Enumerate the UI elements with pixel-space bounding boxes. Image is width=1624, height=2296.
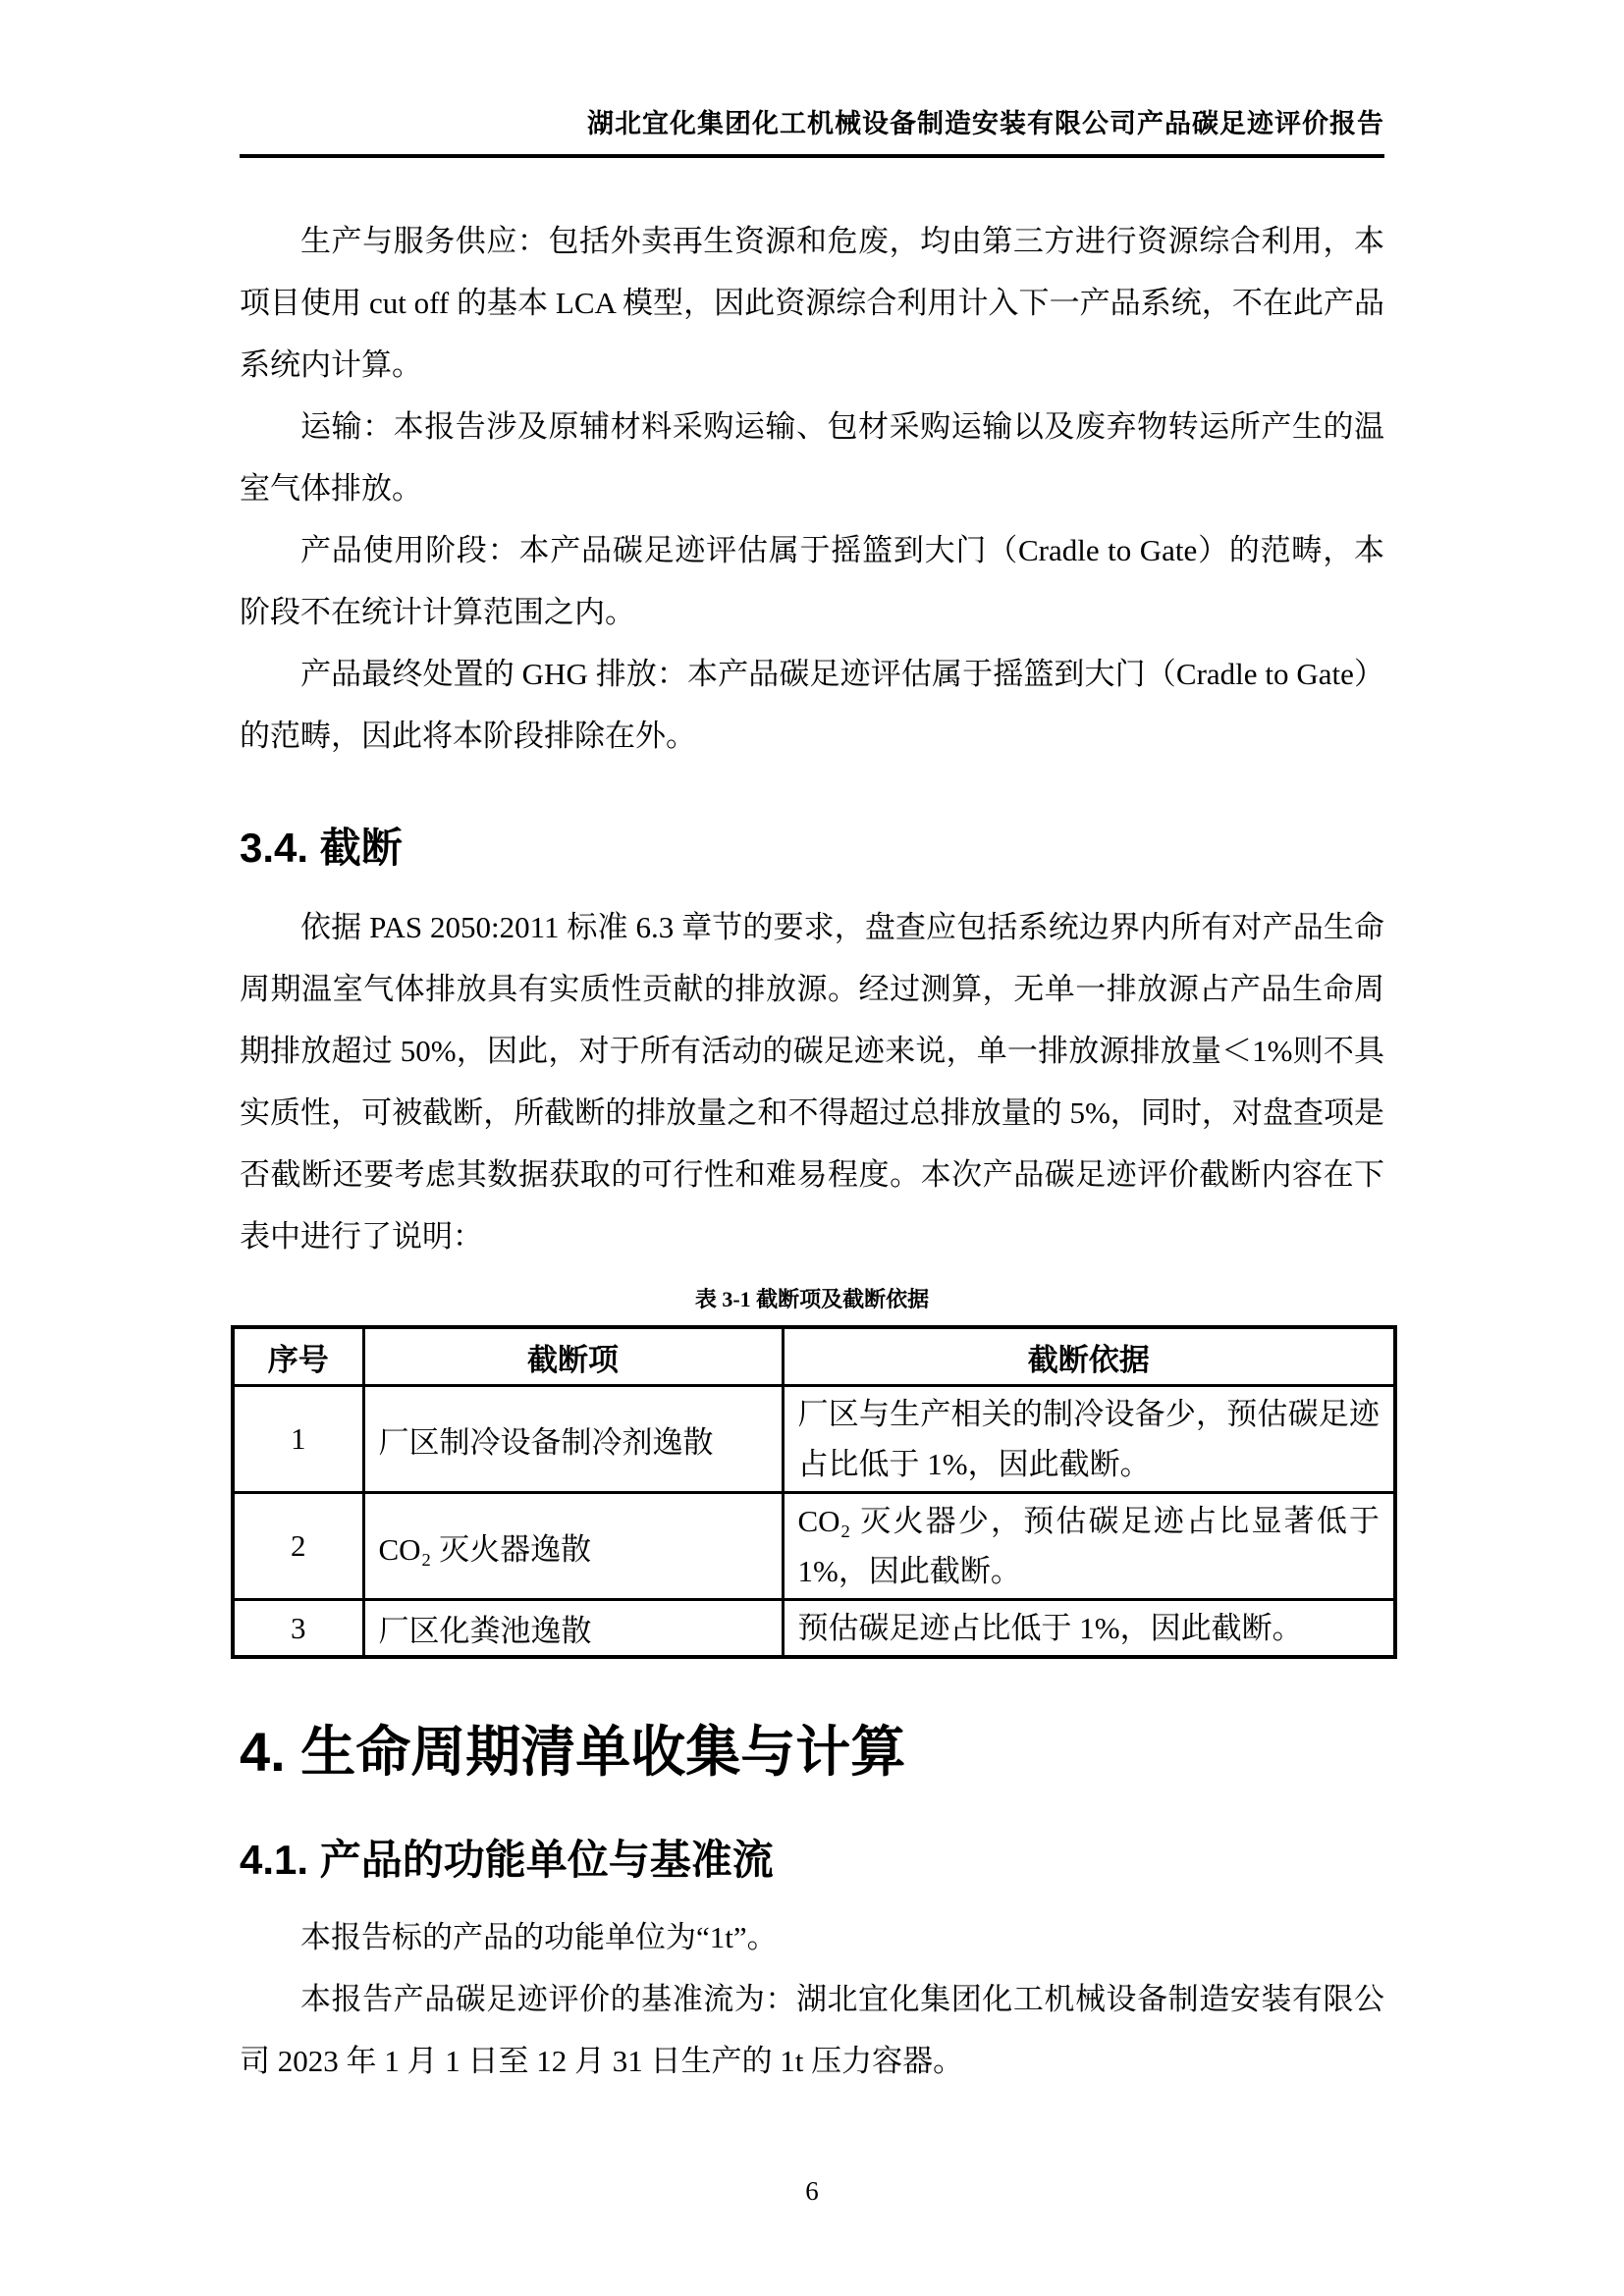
section-3-4-heading: 3.4. 截断 <box>240 825 403 871</box>
section-3-4-paragraph: 依据 PAS 2050:2011 标准 6.3 章节的要求，盘查应包括系统边界内所有对产品生命周期温室气体排放具有实质性贡献的排放源。经过测算，无单一排放源占产品生命周期排放超过 50%，因此，对于所有活动的碳足迹来说，单一排放源排放量＜1%则不具实质性，可被截断，所截断的排放量之和不得超过总排放量的 5%，同时，对盘查项是否截断还要考虑其数据获取的可行性和难易程度。本次产品碳足迹评价截断内容在下表中进行了说明： <box>240 910 1384 1254</box>
paragraph-reference-flow: 本报告产品碳足迹评价的基准流为：湖北宜化集团化工机械设备制造安装有限公司 2023 年 1 月 1 日至 12 月 31 日生产的 1t 压力容器。 <box>240 1982 1384 2078</box>
section-4-heading: 4. 生命周期清单收集与计算 <box>240 1721 906 1783</box>
table-row <box>233 1600 1395 1658</box>
page-header-title: 湖北宜化集团化工机械设备制造安装有限公司产品碳足迹评价报告 <box>587 109 1384 138</box>
cutoff-table <box>231 1325 1397 1659</box>
table-header-row <box>233 1327 1395 1386</box>
table-row <box>233 1493 1395 1600</box>
paragraph-final-disposal: 产品最终处置的 GHG 排放：本产品碳足迹评估属于摇篮到大门（Cradle to Gate）的范畴，因此将本阶段排除在外。 <box>240 657 1384 753</box>
page-number: 6 <box>805 2176 819 2206</box>
column-header-item: 截断项 <box>363 1327 783 1386</box>
page-content <box>240 210 1384 2092</box>
column-header-basis: 截断依据 <box>783 1327 1395 1386</box>
cell-row1-item: 厂区制冷设备制冷剂逸散 <box>363 1386 783 1493</box>
cell-row3-basis: 预估碳足迹占比低于 1%，因此截断。 <box>783 1600 1395 1658</box>
cell-row1-no: 1 <box>233 1386 363 1493</box>
cell-row2-basis: CO₂ 灭火器少，预估碳足迹占比显著低于 1%，因此截断。 <box>783 1493 1395 1600</box>
table-3-1-caption: 表 3-1 截断项及截断依据 <box>694 1287 930 1311</box>
cell-row3-no: 3 <box>233 1600 363 1658</box>
paragraph-production-services: 生产与服务供应：包括外卖再生资源和危废，均由第三方进行资源综合利用，本项目使用 cut off 的基本 LCA 模型，因此资源综合利用计入下一产品系统，不在此产品系统内计算。 <box>240 224 1384 382</box>
cell-row2-item: CO₂ 灭火器逸散 <box>363 1493 783 1600</box>
table-row <box>233 1386 1395 1493</box>
paragraph-use-stage: 产品使用阶段：本产品碳足迹评估属于摇篮到大门（Cradle to Gate）的范畴，本阶段不在统计计算范围之内。 <box>240 533 1384 629</box>
paragraph-transport: 运输：本报告涉及原辅材料采购运输、包材采购运输以及废弃物转运所产生的温室气体排放。 <box>240 409 1384 506</box>
column-header-no: 序号 <box>233 1327 363 1386</box>
cell-row3-item: 厂区化粪池逸散 <box>363 1600 783 1658</box>
header-rule <box>240 154 1384 158</box>
cell-row2-no: 2 <box>233 1493 363 1600</box>
cell-row1-basis: 厂区与生产相关的制冷设备少，预估碳足迹占比低于 1%，因此截断。 <box>783 1386 1395 1493</box>
section-4-1-heading: 4.1. 产品的功能单位与基准流 <box>240 1837 774 1883</box>
paragraph-functional-unit: 本报告标的产品的功能单位为“1t”。 <box>300 1920 778 1954</box>
